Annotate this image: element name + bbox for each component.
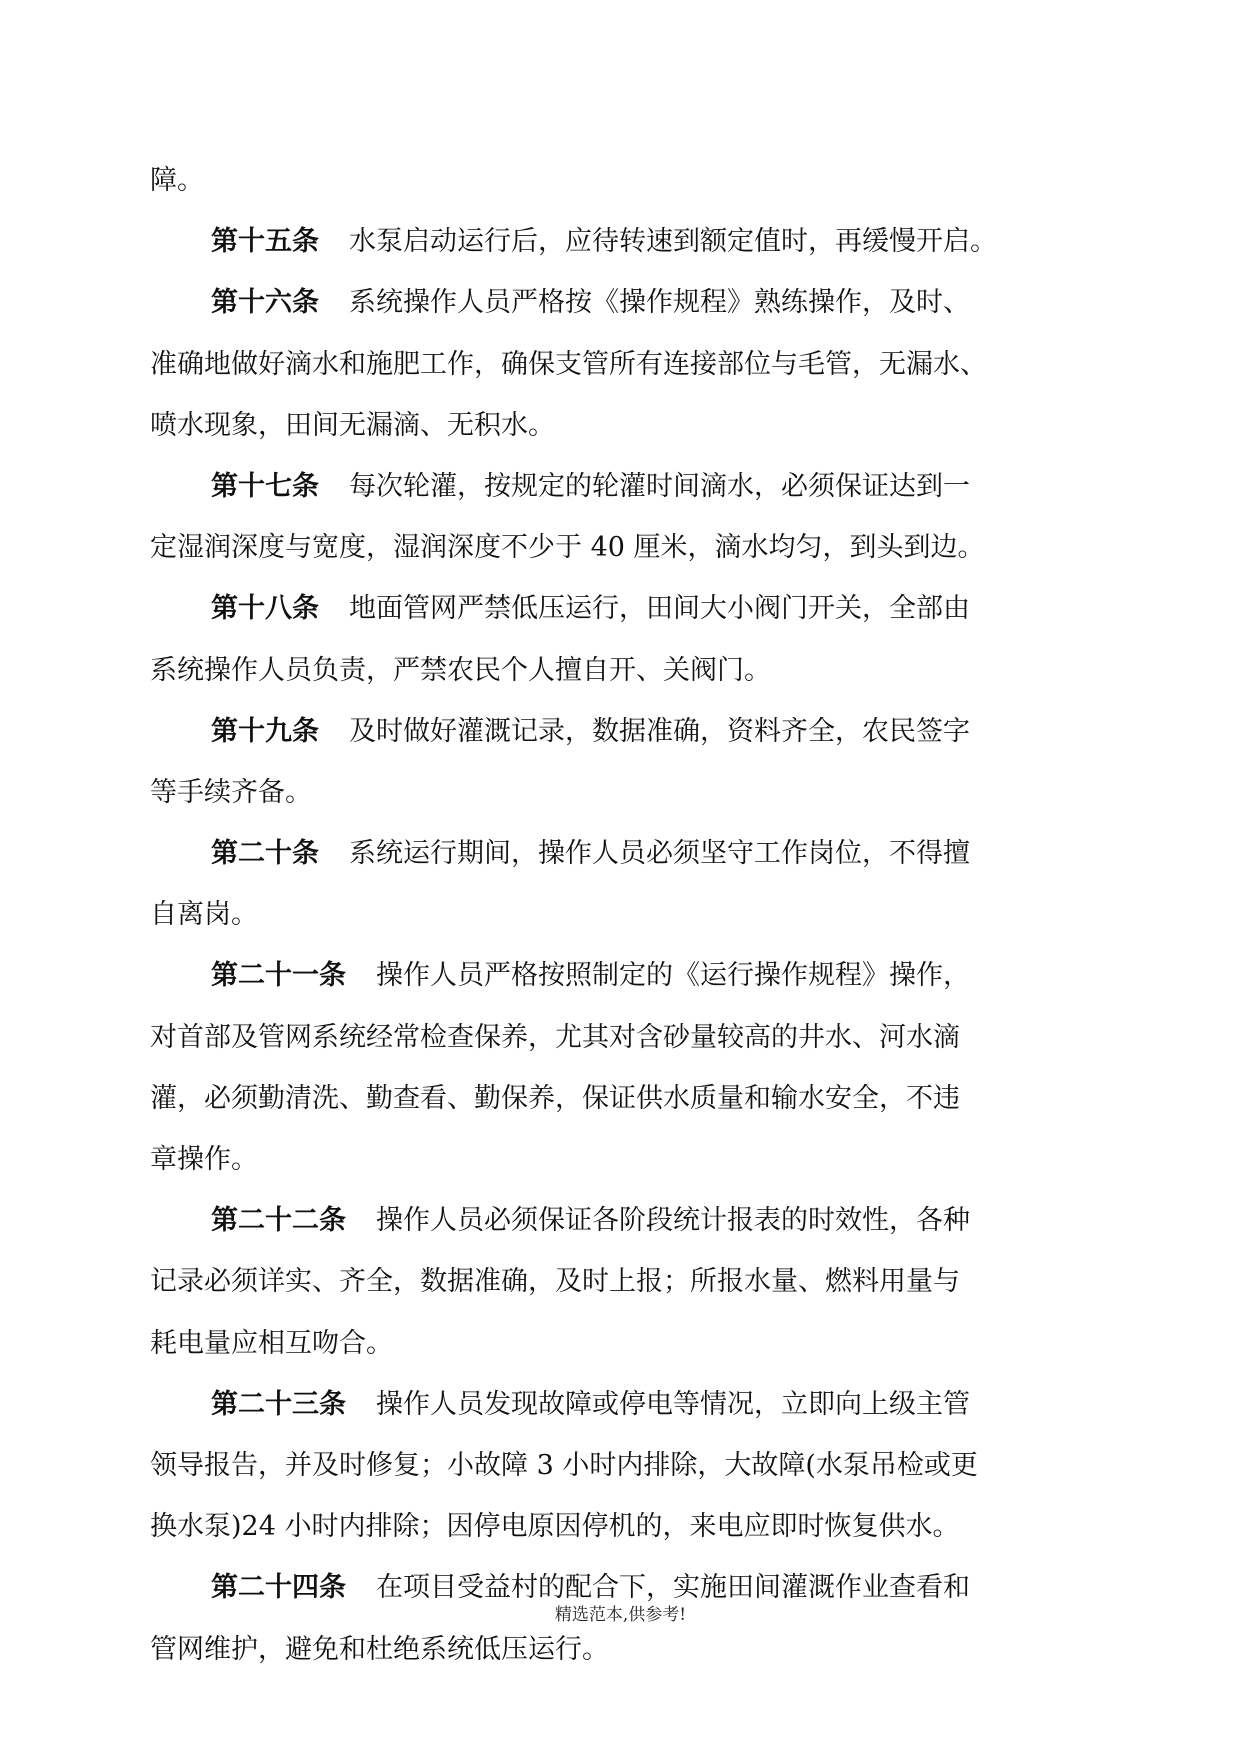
article-first-line: [150, 1190, 1090, 1251]
article-first-line: [150, 945, 1090, 1006]
article-text: 地面管网严禁低压运行，田间大小阀门开关，全部由: [349, 593, 970, 625]
article-text: 在项目受益村的配合下，实施田间灌溉作业查看和: [376, 1572, 970, 1604]
article-number: 第二十一条: [211, 960, 346, 992]
lead-fragment: 障。: [150, 165, 204, 196]
article: [150, 1374, 1090, 1558]
article-number: 第二十三条: [211, 1388, 346, 1420]
article-line: [150, 395, 1090, 456]
article-first-line: [150, 211, 1090, 272]
article-line: [150, 1007, 1090, 1068]
article-line: [150, 1435, 1090, 1496]
article-first-line: [150, 578, 1090, 639]
article-number: 第十八条: [211, 593, 319, 625]
article: [150, 945, 1090, 1190]
article-line: [150, 1068, 1090, 1129]
article-text: 水泵启动运行后，应待转速到额定值时，再缓慢开启。: [349, 226, 997, 258]
article-line: [150, 1496, 1090, 1557]
article-text: 换水泵)24 小时内排除；因停电原因停机的，来电应即时恢复供水。: [150, 1511, 960, 1543]
article-text: 系统运行期间，操作人员必须坚守工作岗位，不得擅: [349, 838, 970, 870]
article-text: 准确地做好滴水和施肥工作，确保支管所有连接部位与毛管，无漏水、: [150, 348, 987, 380]
article: [150, 701, 1090, 823]
article-line: [150, 762, 1090, 823]
article-number: 第二十二条: [211, 1205, 346, 1237]
article: [150, 1190, 1090, 1374]
article-line: [150, 1313, 1090, 1374]
article-line: [150, 640, 1090, 701]
article: [150, 823, 1090, 945]
article: [150, 211, 1090, 272]
article-text: 及时做好灌溉记录，数据准确，资料齐全，农民签字: [349, 715, 970, 747]
article-text: 每次轮灌，按规定的轮灌时间滴水，必须保证达到一: [349, 470, 970, 502]
document-body: [150, 150, 1090, 1680]
article-number: 第十五条: [211, 226, 319, 258]
article-text: 记录必须详实、齐全，数据准确，及时上报；所报水量、燃料用量与: [150, 1266, 960, 1298]
article-number: 第二十条: [211, 838, 319, 870]
article-text: 系统操作人员负责，严禁农民个人擅自开、关阀门。: [150, 654, 771, 686]
article-text: 喷水现象，田间无漏滴、无积水。: [150, 409, 555, 441]
article-text: 耗电量应相互吻合。: [150, 1327, 393, 1359]
article-text: 操作人员严格按照制定的《运行操作规程》操作，: [376, 960, 970, 992]
page-footer: 精选范本,供参考!: [554, 1605, 687, 1625]
article: [150, 456, 1090, 578]
article-number: 第十七条: [211, 470, 319, 502]
article-text: 管网维护，避免和杜绝系统低压运行。: [150, 1633, 609, 1665]
article-line: [150, 1619, 1090, 1680]
article: [150, 272, 1090, 456]
article-first-line: [150, 823, 1090, 884]
article: [150, 578, 1090, 700]
article-first-line: [150, 456, 1090, 517]
article-first-line: [150, 1374, 1090, 1435]
article-text: 系统操作人员严格按《操作规程》熟练操作，及时、: [349, 287, 970, 319]
article-first-line: [150, 701, 1090, 762]
article-list: [150, 211, 1090, 1680]
article-line: [150, 517, 1090, 578]
article-text: 等手续齐备。: [150, 776, 312, 808]
article-number: 第十六条: [211, 287, 319, 319]
article-number: 第十九条: [211, 715, 319, 747]
article-text: 操作人员发现故障或停电等情况，立即向上级主管: [376, 1388, 970, 1420]
article-text: 自离岗。: [150, 899, 258, 931]
article-text: 定湿润深度与宽度，湿润深度不少于 40 厘米，滴水均匀，到头到边。: [150, 532, 985, 564]
article-text: 对首部及管网系统经常检查保养，尤其对含砂量较高的井水、河水滴: [150, 1021, 960, 1053]
article-text: 灌，必须勤清洗、勤查看、勤保养，保证供水质量和输水安全，不违: [150, 1082, 960, 1114]
article-text: 章操作。: [150, 1144, 258, 1175]
article-text: 领导报告，并及时修复；小故障 3 小时内排除，大故障(水泵吊检或更: [150, 1449, 978, 1481]
article-line: [150, 1251, 1090, 1312]
article-line: [150, 1129, 1090, 1190]
article-line: [150, 334, 1090, 395]
article-first-line: [150, 272, 1090, 333]
article-line: [150, 884, 1090, 945]
article-text: 操作人员必须保证各阶段统计报表的时效性，各种: [376, 1205, 970, 1237]
article-number: 第二十四条: [211, 1572, 346, 1604]
